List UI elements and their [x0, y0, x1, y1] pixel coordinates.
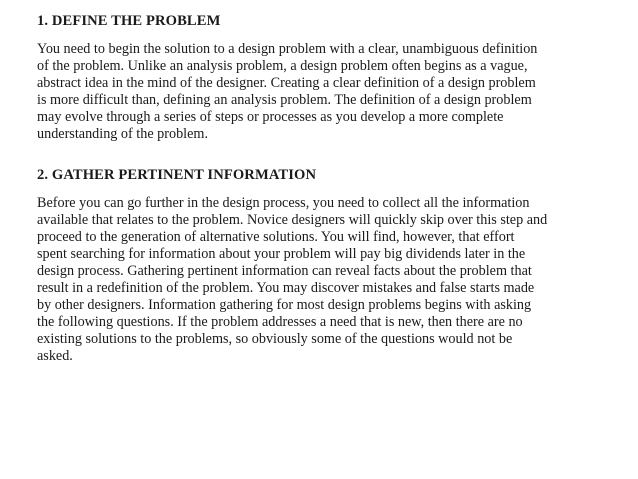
section-heading: 1. DEFINE THE PROBLEM	[37, 13, 221, 29]
paragraph-line: existing solutions to the problems, so obviously some of the questions would not be	[37, 331, 513, 348]
paragraph-line: may evolve through a series of steps or processes as you develop a more complete	[37, 109, 504, 126]
document-page	[37, 12, 607, 366]
paragraph-line: by other designers. Information gathering for most design problems begins with asking	[37, 297, 532, 314]
paragraph-line: design process. Gathering pertinent information can reveal facts about the problem that	[37, 262, 532, 279]
paragraph-line: asked.	[37, 348, 73, 365]
paragraph-line: You need to begin the solution to a design problem with a clear, unambiguous definition	[37, 41, 538, 57]
section-paragraph	[37, 195, 607, 366]
paragraph-line: of the problem. Unlike an analysis problem, a design problem often begins as a vague,	[37, 58, 528, 75]
section-define-the-problem	[37, 12, 607, 144]
section-heading: 2. GATHER PERTINENT INFORMATION	[37, 166, 317, 183]
section-paragraph	[37, 41, 607, 144]
paragraph-line: available that relates to the problem. Novice designers will quickly skip over this step and	[37, 211, 548, 228]
paragraph-line: understanding of the problem.	[37, 126, 208, 143]
paragraph-line: proceed to the generation of alternative solutions. You will find, however, that effort	[37, 228, 515, 245]
section-gather-pertinent-information	[37, 166, 607, 366]
paragraph-line: abstract idea in the mind of the designer. Creating a clear definition of a design problem	[37, 75, 536, 92]
paragraph-line: spent searching for information about your problem will pay big dividends later in the	[37, 245, 526, 262]
paragraph-line: the following questions. If the problem addresses a need that is new, then there are no	[37, 314, 523, 331]
paragraph-line: Before you can go further in the design process, you need to collect all the information	[37, 194, 530, 211]
paragraph-line: result in a redefinition of the problem. You may discover mistakes and false starts made	[37, 280, 535, 297]
paragraph-line: is more difficult than, defining an analysis problem. The definition of a design problem	[37, 92, 532, 109]
